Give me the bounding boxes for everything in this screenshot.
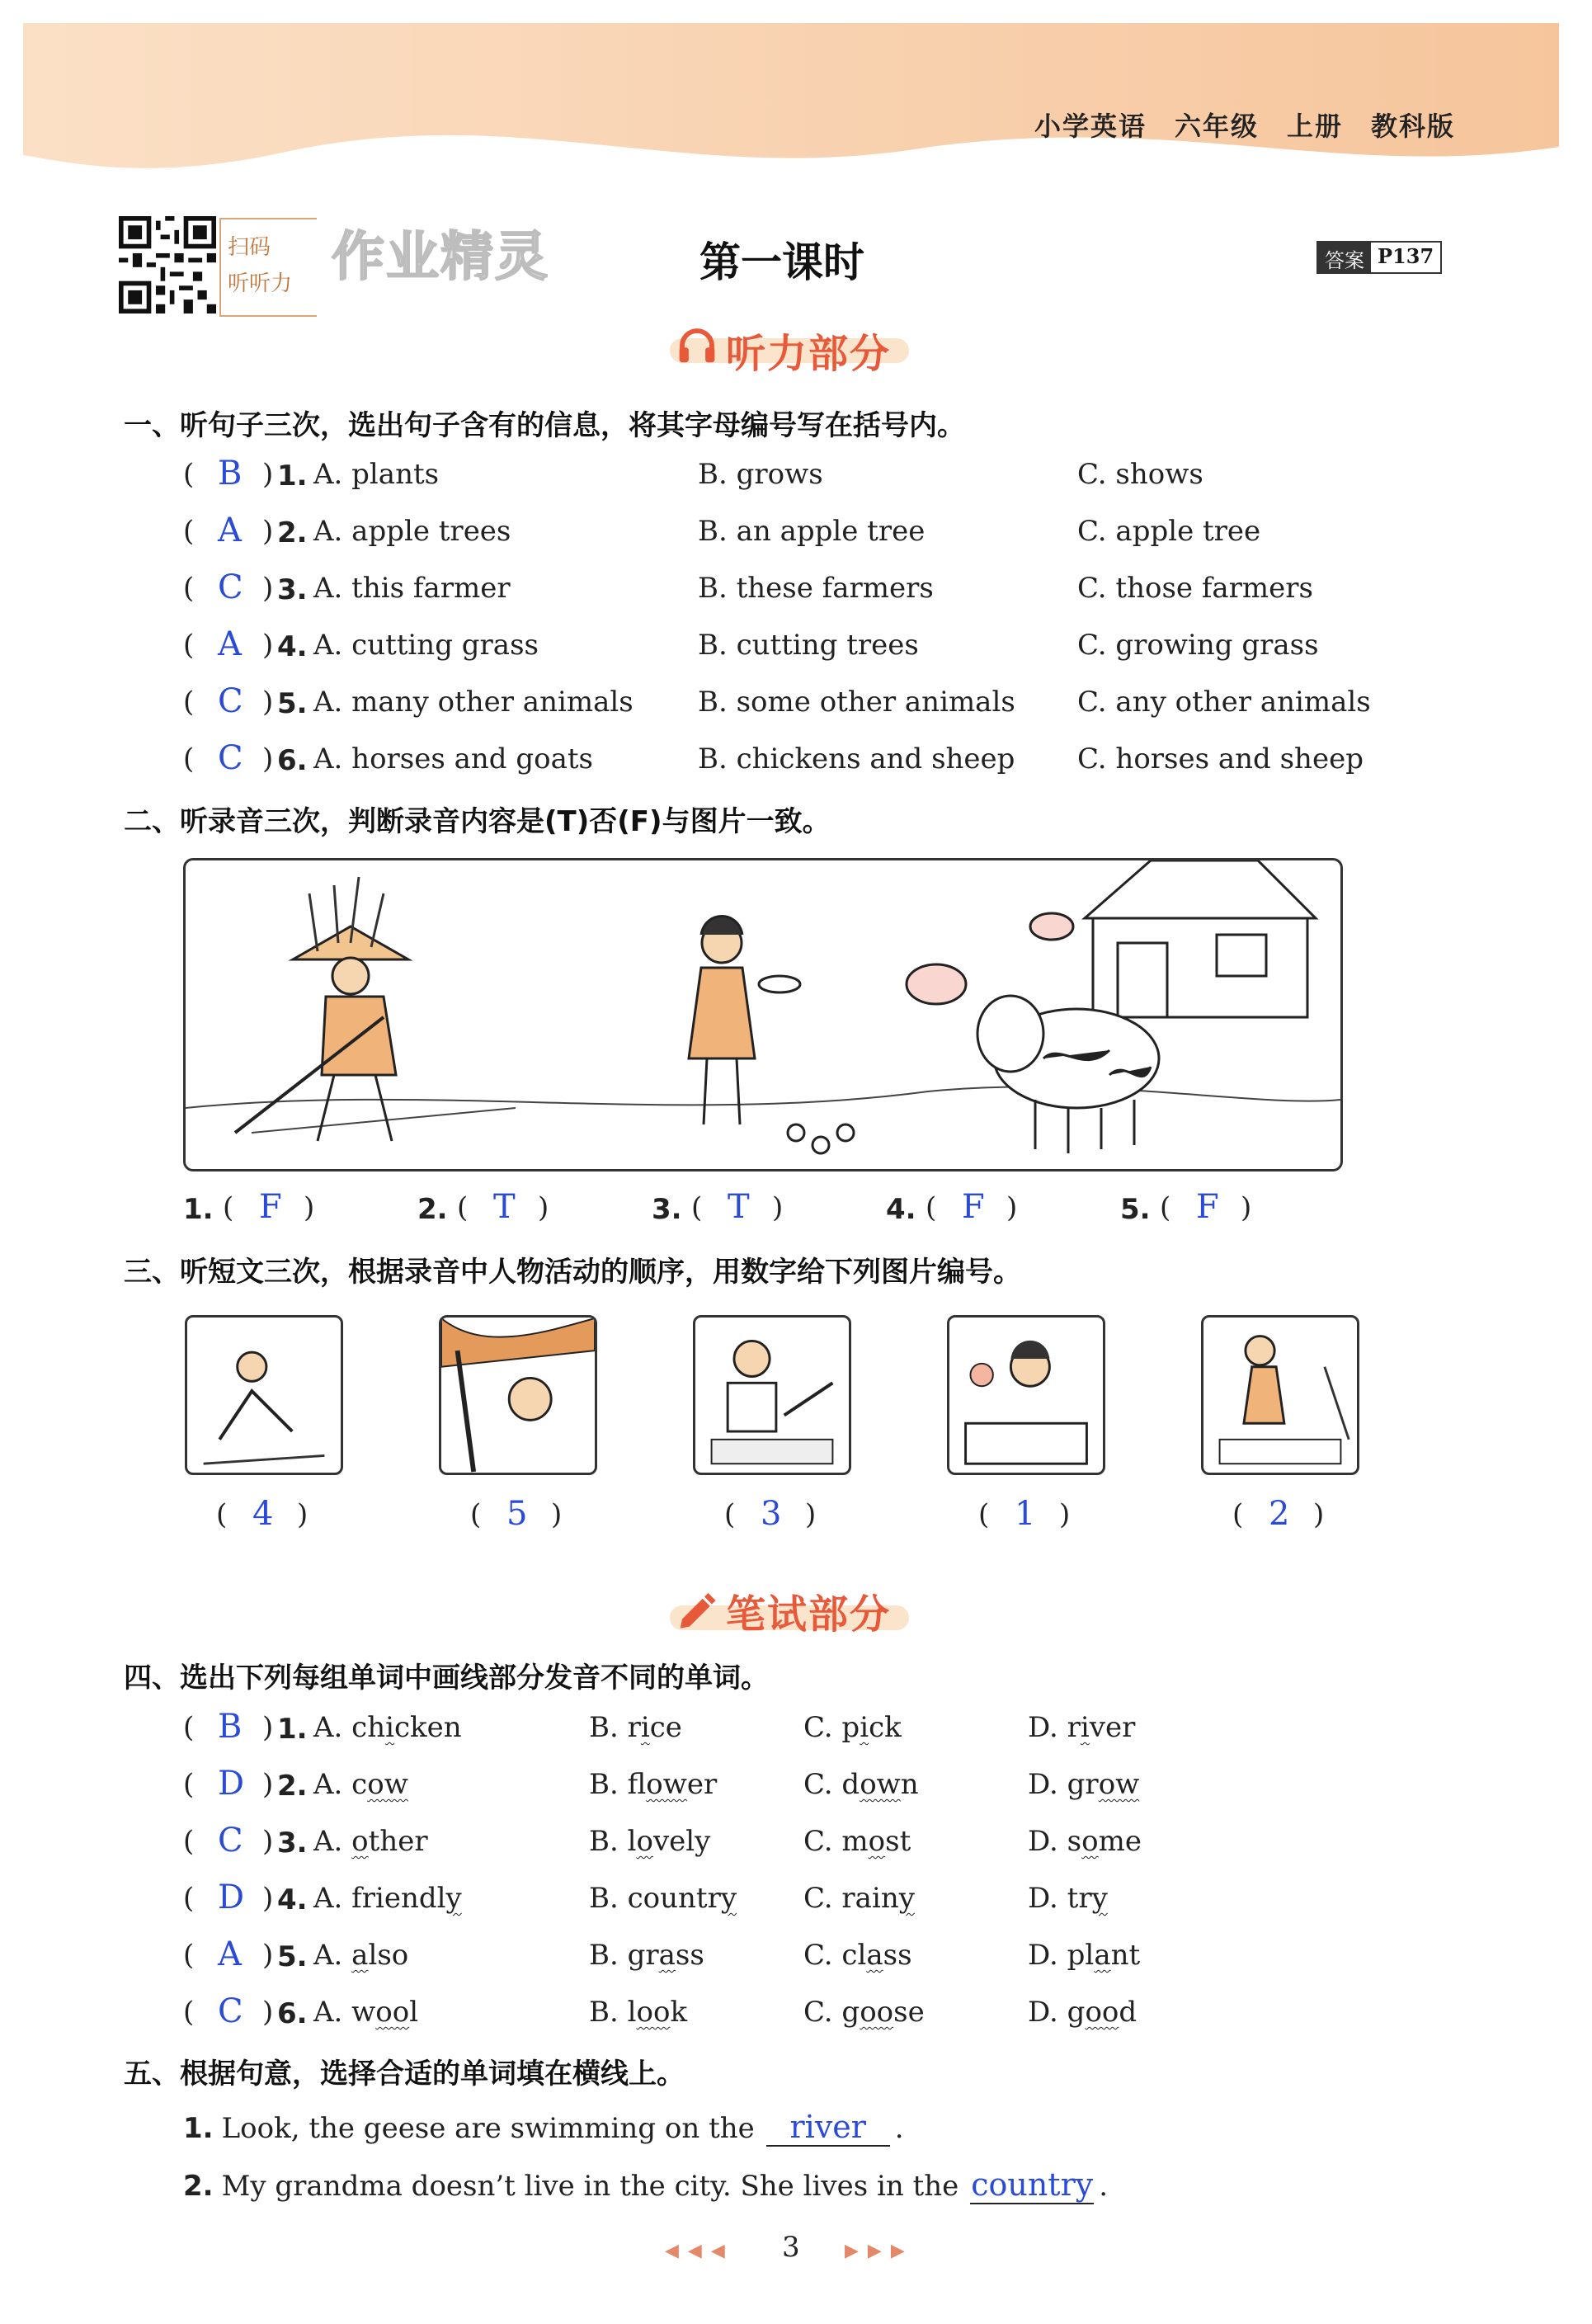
writing-section-title: 笔试部分 — [726, 1591, 892, 1638]
word-part: vely — [652, 1825, 711, 1858]
word-part: C. p — [803, 1711, 860, 1744]
bracket-close: ) — [262, 629, 274, 662]
answer-choice[interactable]: D — [218, 1879, 245, 1916]
word-part: se — [893, 1996, 925, 2029]
underlined-part: i — [860, 1711, 869, 1744]
item-number: 5. — [1120, 1193, 1151, 1226]
answer-choice[interactable]: A — [218, 511, 242, 549]
item-number: 6. — [277, 744, 308, 777]
bracket-open: ( — [926, 1191, 937, 1224]
option-c — [803, 1882, 915, 1915]
item-number: 6. — [277, 1997, 308, 2030]
underlined-part: y — [720, 1882, 737, 1915]
option-a: A. horses and goats — [313, 742, 593, 775]
word-part: ver — [1089, 1711, 1136, 1744]
option-a: A. this farmer — [313, 572, 511, 605]
word-part: B. l — [589, 1825, 637, 1858]
word-part: A. — [313, 1825, 352, 1858]
word-part: ther — [368, 1825, 428, 1858]
question-3-heading: 三、听短文三次，根据录音中人物活动的顺序，用数字给下列图片编号。 — [124, 1256, 1021, 1289]
answer-choice[interactable]: A — [218, 625, 242, 663]
activity-picture — [185, 1315, 343, 1475]
underlined-part: y — [445, 1882, 462, 1915]
option-a: A. plants — [313, 458, 440, 491]
bracket-close: ) — [1059, 1498, 1071, 1531]
underlined-part: i — [640, 1711, 650, 1744]
option-b: B. an apple tree — [698, 515, 926, 548]
answer-choice[interactable]: C — [218, 1822, 243, 1860]
option-b — [589, 1882, 737, 1915]
option-c: C. any other animals — [1077, 686, 1371, 719]
bracket-close: ) — [262, 1825, 274, 1858]
word-part: ss — [675, 1939, 704, 1972]
item-number: 2. — [417, 1193, 448, 1226]
sentence-end: . — [1099, 2170, 1109, 2203]
scan-line-1: 扫码 — [228, 235, 271, 260]
word-part: cken — [393, 1711, 462, 1744]
underlined-part: a — [1094, 1939, 1111, 1972]
bracket-close: ) — [551, 1498, 563, 1531]
bracket-close: ) — [262, 572, 274, 605]
underlined-part: o — [868, 1825, 886, 1858]
underlined-part: ow — [860, 1768, 901, 1801]
answer-page-ref[interactable] — [1316, 241, 1442, 274]
bracket-close: ) — [304, 1191, 315, 1224]
underlined-part: i — [1080, 1711, 1090, 1744]
option-a — [313, 1996, 418, 2029]
word-part: A. w — [313, 1996, 376, 2029]
underlined-part: oo — [1085, 1996, 1119, 2029]
true-false-answer[interactable]: F — [1196, 1188, 1219, 1226]
option-b — [589, 1825, 710, 1858]
underlined-part: a — [351, 1939, 369, 1972]
true-false-answer[interactable]: T — [728, 1188, 750, 1226]
underlined-part: a — [866, 1939, 883, 1972]
bracket-open: ( — [183, 1882, 195, 1915]
underlined-part: ow — [646, 1768, 687, 1801]
listening-section-title: 听力部分 — [726, 331, 892, 377]
item-number: 4. — [277, 1883, 308, 1916]
word-part: ss — [883, 1939, 912, 1972]
option-c: C. horses and sheep — [1077, 742, 1364, 775]
bracket-close: ) — [262, 1996, 274, 2029]
bracket-open: ( — [183, 515, 195, 548]
bracket-close: ) — [297, 1498, 309, 1531]
word-part: d — [1119, 1996, 1137, 2029]
option-c: C. shows — [1077, 458, 1203, 491]
option-a — [313, 1711, 462, 1744]
option-b: B. some other animals — [698, 686, 1015, 719]
word-part: C. m — [803, 1825, 869, 1858]
underlined-part: ow — [367, 1768, 408, 1801]
option-b: B. grows — [698, 458, 823, 491]
underlined-part: a — [658, 1939, 676, 1972]
item-number: 4. — [886, 1193, 916, 1226]
farm-scene-illustration — [186, 860, 1340, 1169]
bracket-open: ( — [183, 1768, 195, 1801]
word-part: C. g — [803, 1996, 860, 2029]
answer-choice[interactable]: C — [218, 568, 243, 606]
word-part: ck — [869, 1711, 902, 1744]
item-number: 3. — [652, 1193, 682, 1226]
word-part: A. ch — [313, 1711, 386, 1744]
word-part: B. fl — [589, 1768, 647, 1801]
brand-logo: 作业精灵 — [332, 227, 549, 288]
word-part: D. g — [1028, 1996, 1086, 2029]
order-number[interactable]: 3 — [761, 1495, 782, 1533]
item-number: 5. — [277, 1940, 308, 1973]
item-number: 5. — [277, 687, 308, 720]
option-c: C. growing grass — [1077, 629, 1319, 662]
option-d — [1028, 1939, 1140, 1972]
underlined-part: oo — [636, 1996, 671, 2029]
bracket-open: ( — [183, 1996, 195, 2029]
bracket-close: ) — [262, 742, 274, 775]
scan-line-2: 听听力 — [228, 271, 293, 296]
true-false-answer[interactable]: F — [962, 1188, 985, 1226]
order-number[interactable]: 5 — [506, 1495, 528, 1533]
word-part: A. c — [313, 1768, 368, 1801]
bracket-close: ) — [262, 1939, 274, 1972]
word-part: D. pl — [1028, 1939, 1095, 1972]
subject-label: 小学英语 — [1034, 111, 1147, 142]
option-c — [803, 1711, 902, 1744]
bracket-close: ) — [262, 686, 274, 719]
question-5-heading: 五、根据句意，选择合适的单词填在横线上。 — [124, 2058, 685, 2091]
bracket-open: ( — [183, 686, 195, 719]
bracket-open: ( — [183, 1939, 195, 1972]
option-c — [803, 1939, 912, 1972]
word-part: C. rain — [803, 1882, 899, 1915]
scan-listen-label[interactable] — [228, 229, 292, 302]
bracket-open: ( — [183, 458, 195, 491]
bracket-open: ( — [457, 1191, 469, 1224]
option-d — [1028, 1768, 1139, 1801]
bracket-close: ) — [262, 458, 274, 491]
word-part: me — [1098, 1825, 1142, 1858]
option-b — [589, 1768, 717, 1801]
sentence-before: My grandma doesn’t live in the city. She lives in the — [221, 2170, 959, 2203]
bracket-close: ) — [262, 1882, 274, 1915]
word-part: B. countr — [589, 1882, 721, 1915]
word-part: st — [885, 1825, 911, 1858]
activity-picture — [693, 1315, 851, 1475]
farm-scene-picture — [183, 858, 1343, 1171]
bracket-open: ( — [183, 629, 195, 662]
bracket-open: ( — [183, 572, 195, 605]
option-d — [1028, 1882, 1108, 1915]
sentence-end: . — [894, 2112, 904, 2145]
word-part: nt — [1110, 1939, 1141, 1972]
option-b: B. these farmers — [698, 572, 934, 605]
item-number: 1. — [183, 2112, 214, 2145]
underlined-part: oo — [860, 1996, 894, 2029]
answer-blank[interactable]: country — [971, 2166, 1094, 2203]
sentence — [183, 2109, 904, 2147]
item-number: 4. — [277, 630, 308, 663]
option-b: B. cutting trees — [698, 629, 919, 662]
option-a — [313, 1825, 428, 1858]
activity-illustration — [441, 1318, 595, 1473]
option-b — [589, 1711, 682, 1744]
bracket-open: ( — [183, 742, 195, 775]
word-part: lso — [368, 1939, 409, 1972]
underlined-part: o — [351, 1825, 369, 1858]
option-d — [1028, 1711, 1135, 1744]
bracket-open: ( — [183, 1711, 195, 1744]
option-a: A. many other animals — [313, 686, 634, 719]
underlined-part: i — [385, 1711, 394, 1744]
page-number: 3 — [782, 2231, 800, 2264]
item-number: 3. — [277, 573, 308, 606]
item-number: 2. — [277, 516, 308, 549]
sentence — [183, 2166, 1108, 2204]
word-part: C. d — [803, 1768, 860, 1801]
order-number[interactable]: 1 — [1015, 1495, 1036, 1533]
option-b — [589, 1939, 704, 1972]
word-part: C. cl — [803, 1939, 867, 1972]
answer-blank[interactable]: river — [766, 2109, 890, 2147]
option-d — [1028, 1996, 1137, 2029]
activity-illustration — [187, 1318, 341, 1473]
answer-choice[interactable]: B — [218, 455, 243, 493]
item-number: 1. — [277, 460, 308, 493]
word-part: A. — [313, 1939, 352, 1972]
activity-picture — [439, 1315, 597, 1475]
bracket-close: ) — [262, 515, 274, 548]
word-part: l — [409, 1996, 419, 2029]
option-c — [803, 1825, 911, 1858]
qr-code-icon[interactable] — [119, 216, 216, 313]
question-4-heading: 四、选出下列每组单词中画线部分发音不同的单词。 — [124, 1662, 769, 1695]
item-number: 1. — [183, 1193, 214, 1226]
answer-choice[interactable]: C — [218, 1992, 243, 2030]
word-part: D. tr — [1028, 1882, 1092, 1915]
question-1-heading: 一、听句子三次，选出句子含有的信息，将其字母编号写在括号内。 — [124, 409, 965, 442]
activity-illustration — [695, 1318, 849, 1473]
bracket-open: ( — [216, 1498, 228, 1531]
option-a: A. cutting grass — [313, 629, 539, 662]
word-part: ce — [649, 1711, 682, 1744]
word-part: A. friendl — [313, 1882, 446, 1915]
answer-choice[interactable]: C — [218, 739, 243, 777]
bracket-close: ) — [772, 1191, 784, 1224]
activity-illustration — [949, 1318, 1103, 1473]
answer-choice[interactable]: B — [218, 1708, 243, 1746]
underlined-part: o — [1081, 1825, 1099, 1858]
item-number: 2. — [183, 2170, 214, 2203]
question-2-heading: 二、听录音三次，判断录音内容是(T)否(F)与图片一致。 — [124, 805, 831, 838]
bracket-close: ) — [1241, 1191, 1252, 1224]
underlined-part: ow — [1098, 1768, 1140, 1801]
headphones-icon — [675, 323, 719, 368]
underlined-part: y — [898, 1882, 915, 1915]
underlined-part: o — [636, 1825, 653, 1858]
bracket-open: ( — [1160, 1191, 1171, 1224]
answer-label: 答案 — [1318, 243, 1371, 272]
bracket-open: ( — [691, 1191, 703, 1224]
item-number: 3. — [277, 1827, 308, 1860]
sentence-before: Look, the geese are swimming on the — [221, 2112, 755, 2145]
true-false-answer[interactable]: T — [493, 1188, 516, 1226]
word-part: k — [670, 1996, 688, 2029]
option-c: C. apple tree — [1077, 515, 1261, 548]
word-part: D. r — [1028, 1711, 1081, 1744]
true-false-answer[interactable]: F — [259, 1188, 282, 1226]
answer-choice[interactable]: A — [218, 1935, 242, 1973]
bracket-close: ) — [262, 1768, 274, 1801]
bracket-open: ( — [978, 1498, 990, 1531]
next-page-arrows[interactable]: ▶ ▶ ▶ — [845, 2241, 907, 2261]
volume-label: 上册 — [1286, 111, 1343, 142]
underlined-part: y — [1091, 1882, 1108, 1915]
bracket-close: ) — [538, 1191, 549, 1224]
answer-choice[interactable]: D — [218, 1765, 245, 1803]
option-a — [313, 1939, 408, 1972]
bracket-close: ) — [805, 1498, 817, 1531]
bracket-open: ( — [183, 1825, 195, 1858]
bracket-open: ( — [724, 1498, 736, 1531]
word-part: D. gr — [1028, 1768, 1099, 1801]
order-number[interactable]: 2 — [1269, 1495, 1290, 1533]
option-b — [589, 1996, 687, 2029]
option-a — [313, 1768, 408, 1801]
word-part: B. r — [589, 1711, 641, 1744]
grade-label: 六年级 — [1174, 111, 1259, 142]
word-part: B. gr — [589, 1939, 659, 1972]
word-part: er — [686, 1768, 718, 1801]
word-part: B. l — [589, 1996, 637, 2029]
lesson-title: 第一课时 — [699, 238, 864, 286]
item-number: 1. — [277, 1713, 308, 1746]
item-number: 2. — [277, 1770, 308, 1803]
option-c — [803, 1996, 925, 2029]
bracket-close: ) — [1313, 1498, 1325, 1531]
word-part: n — [900, 1768, 919, 1801]
word-part: D. s — [1028, 1825, 1082, 1858]
prev-page-arrows[interactable]: ◀ ◀ ◀ — [665, 2241, 727, 2261]
option-a — [313, 1882, 462, 1915]
option-c: C. those farmers — [1077, 572, 1313, 605]
pencil-icon — [675, 1586, 719, 1630]
bracket-open: ( — [223, 1191, 234, 1224]
bracket-close: ) — [1006, 1191, 1018, 1224]
edition-label: 教科版 — [1370, 111, 1455, 142]
bracket-open: ( — [470, 1498, 482, 1531]
book-info — [1006, 106, 1455, 144]
answer-page: P137 — [1378, 244, 1434, 268]
order-number[interactable]: 4 — [252, 1495, 274, 1533]
option-d — [1028, 1825, 1142, 1858]
activity-picture — [947, 1315, 1105, 1475]
option-b: B. chickens and sheep — [698, 742, 1015, 775]
answer-choice[interactable]: C — [218, 682, 243, 720]
activity-illustration — [1203, 1318, 1357, 1473]
bracket-open: ( — [1232, 1498, 1244, 1531]
option-a: A. apple trees — [313, 515, 511, 548]
underlined-part: oo — [375, 1996, 410, 2029]
bracket-close: ) — [262, 1711, 274, 1744]
option-c — [803, 1768, 919, 1801]
activity-picture — [1201, 1315, 1359, 1475]
